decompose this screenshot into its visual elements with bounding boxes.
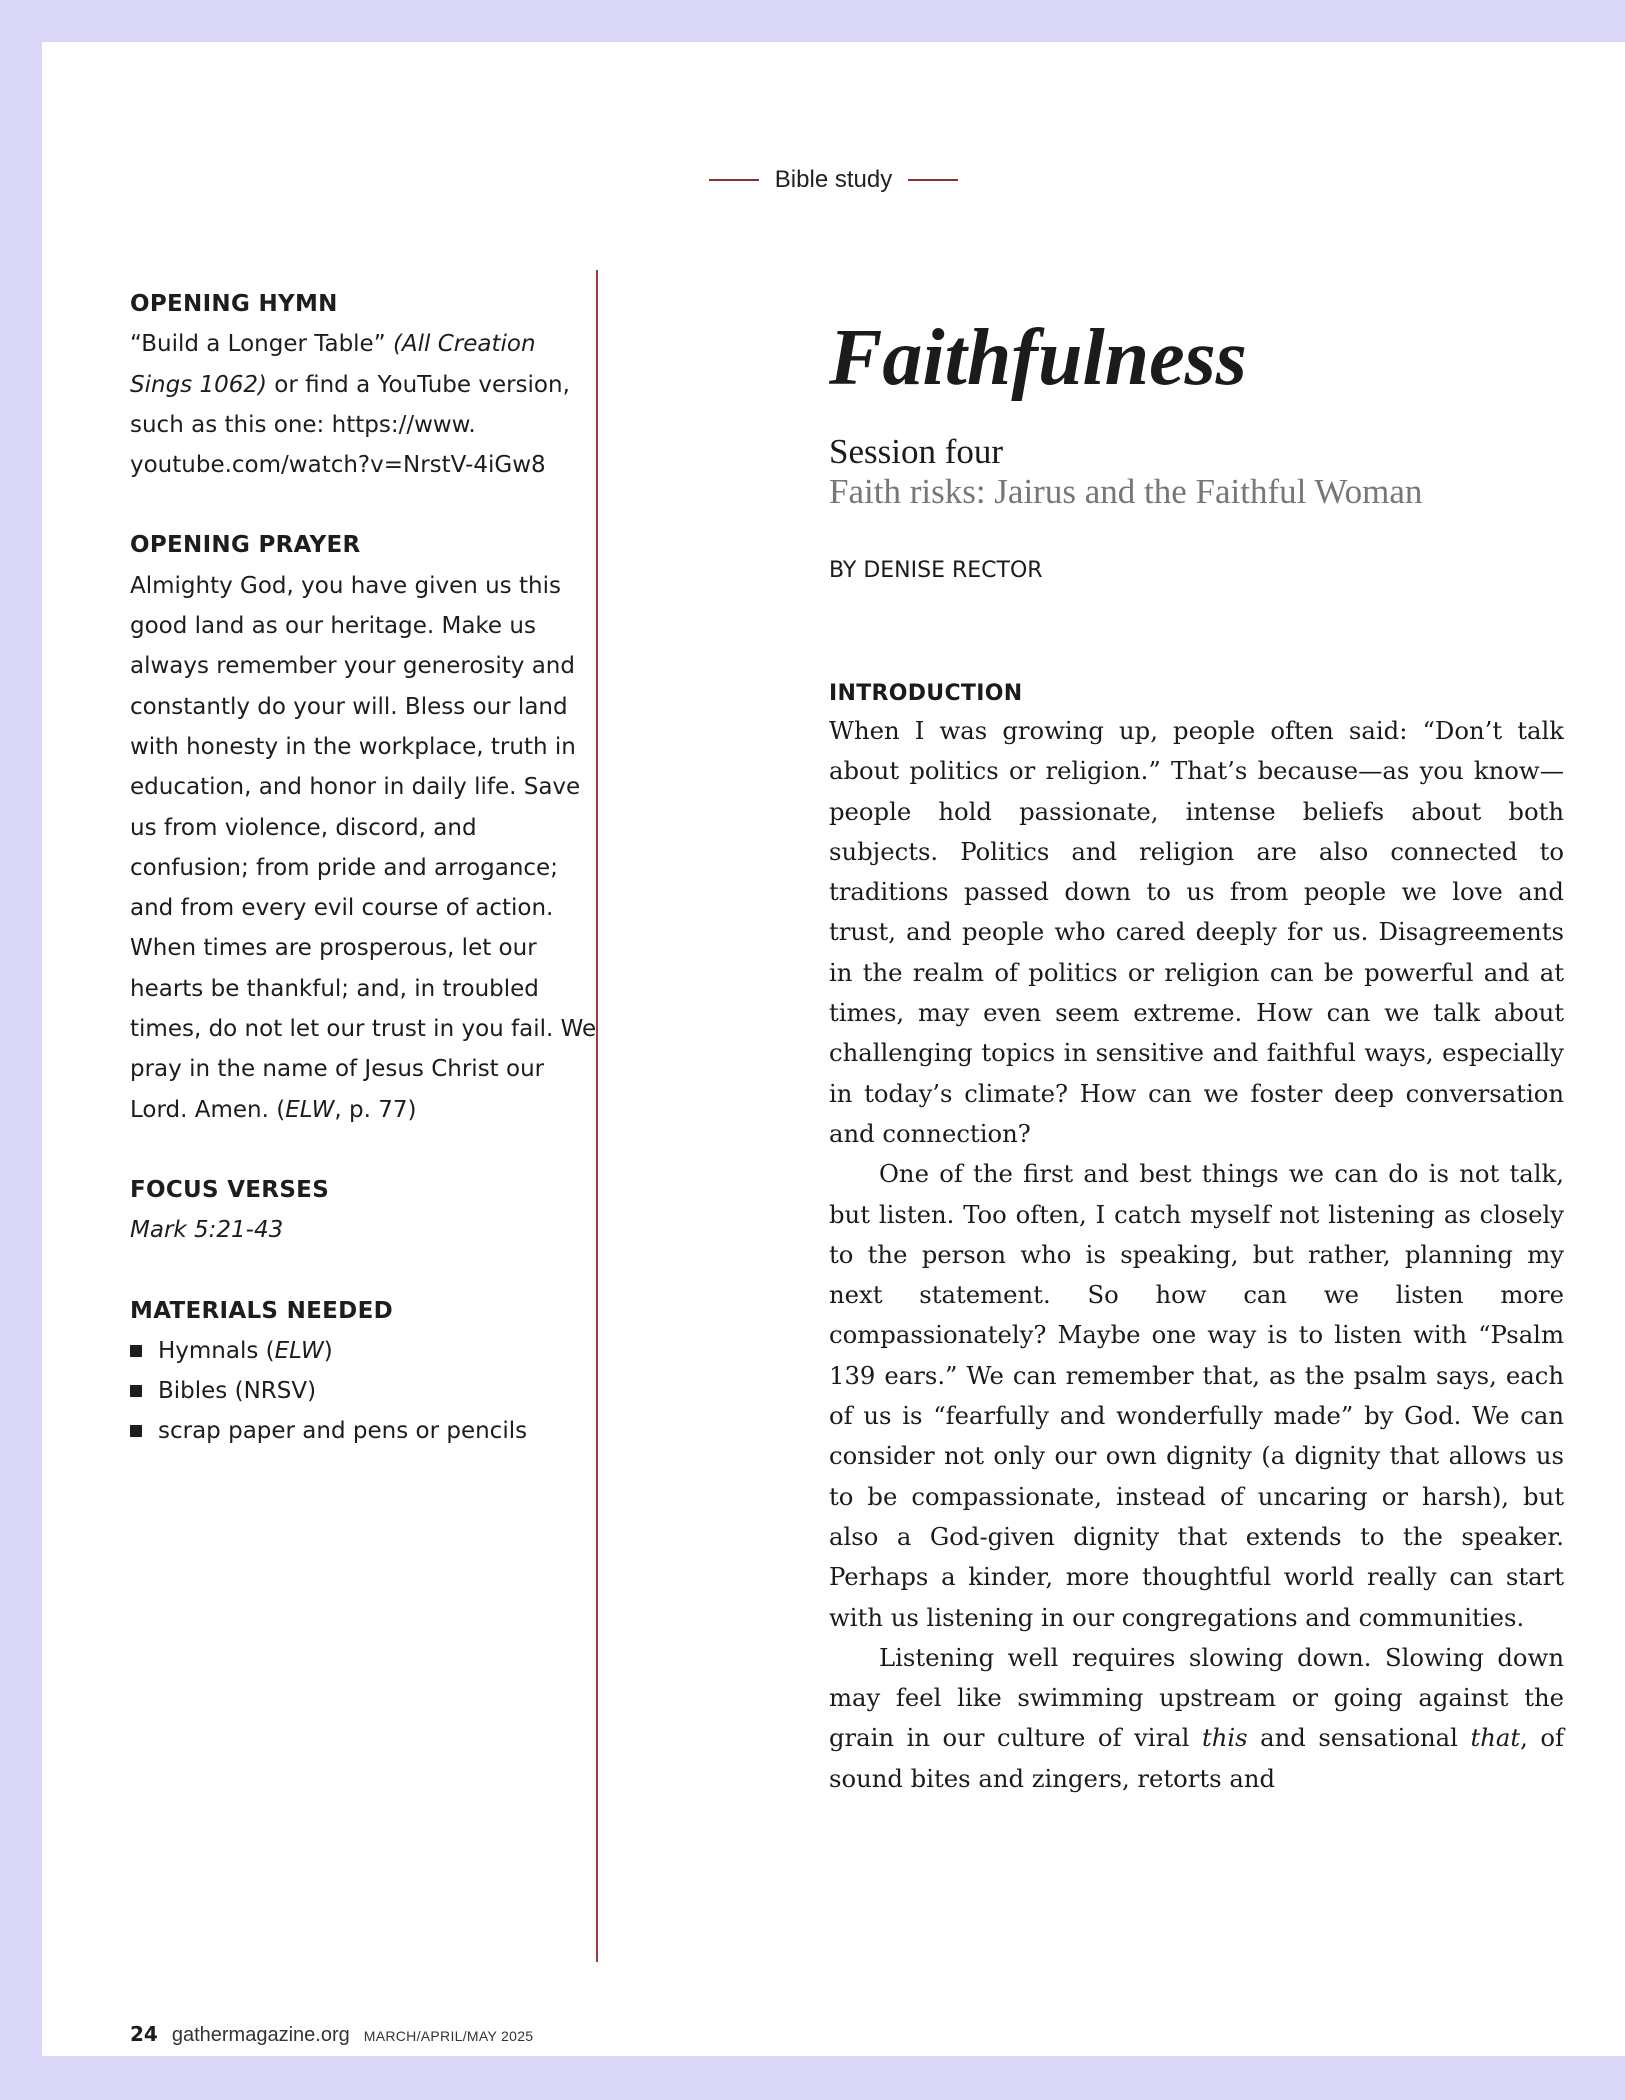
paragraph-text: , of sound bites and zingers, retorts and	[829, 1723, 1564, 1793]
article	[829, 312, 1564, 1799]
list-item: scrap paper and pens or pencils	[130, 1411, 600, 1451]
emphasis: this	[1201, 1723, 1248, 1753]
focus-verses-heading: FOCUS VERSES	[130, 1176, 330, 1203]
prayer-cite-source: ELW	[285, 1096, 335, 1123]
prayer-body: Almighty God, you have given us this good land as our heritage. Make us always remember your generosity and constantly do your will. Bless our land with honesty in the workplace, truth in education, and honor in daily life. Save us from violence, discord, and confusion; from pride and arrogance; and from every evil course of action. When times are prosperous, let our hearts be thankful; and, in troubled times, do not let our trust in you fail. We pray in the name of Jesus Christ our Lord. Amen. (	[130, 572, 597, 1123]
material-hymnals-close: )	[323, 1337, 333, 1364]
section-rule-left	[709, 179, 759, 181]
section-tag	[42, 166, 1625, 194]
materials-list	[130, 1331, 600, 1452]
opening-hymn-block	[130, 284, 600, 485]
paragraph: One of the first and best things we can do is not talk, but listen. Too often, I catch myself not listening as closely to the person who is speaking, but rather, planning my next statement. So how can we listen more compassionately? Maybe one way is to listen with “Psalm 139 ears.” We can remember that, as the psalm says, each of us is “fearfully and wonderfully made” by God. We can consider not only our own dignity (a dignity that allows us to be compassionate, instead of uncaring or harsh), but also a God-given dignity that extends to the speaker. Perhaps a kinder, more thoughtful world really can start with us listening in our congregations and communities.	[829, 1159, 1564, 1632]
column-divider	[596, 270, 598, 1962]
list-item: Bibles (NRSV)	[130, 1371, 600, 1411]
opening-prayer-block	[130, 525, 600, 1129]
section-label: Bible study	[774, 166, 893, 193]
opening-hymn-text	[130, 324, 600, 485]
paragraph-text: and sensational	[1247, 1723, 1471, 1753]
list-item	[130, 1331, 600, 1371]
page-footer	[130, 2022, 533, 2047]
magazine-page	[42, 42, 1625, 2056]
material-hymnals-source: ELW	[274, 1337, 324, 1364]
introduction-heading: INTRODUCTION	[829, 681, 1023, 706]
paragraph: When I was growing up, people often said: “Don’t talk about politics or religion.” That’s because—as you know—people hold passionate, intense beliefs about both subjects. Politics and religion are also connected to traditions passed down to us from people we love and trust, and people who cared deeply for us. Disagreements in the realm of politics or religion can be powerful and at times, may even seem extreme. How can we talk about challenging topics in sensitive and faithful ways, especially in today’s climate? How can we foster deep conversation and connection?	[829, 716, 1564, 1148]
issue-date: MARCH/APRIL/MAY 2025	[363, 2028, 534, 2044]
session-subtitle: Faith risks: Jairus and the Faithful Woman	[829, 472, 1423, 511]
focus-verses-block	[130, 1170, 600, 1251]
materials-heading: MATERIALS NEEDED	[130, 1297, 393, 1324]
article-body	[829, 711, 1564, 1799]
focus-verse-ref: Mark 5:21-43	[130, 1217, 284, 1244]
opening-prayer-text	[130, 566, 600, 1130]
materials-block	[130, 1291, 600, 1452]
article-title: Faithfulness	[829, 314, 1247, 402]
hymn-title: “Build a Longer Table”	[130, 331, 393, 358]
hymn-source: (All Creation Sings 1062)	[130, 331, 536, 398]
material-hymnals: Hymnals (	[158, 1337, 275, 1364]
hymn-link-text: or find a YouTube version, such as this one: https://www. youtube.com/watch?v=NrstV-4iGw8	[130, 371, 570, 479]
paragraph-text: Listening well requires slowing down. Slowing down may feel like swimming upstream or going against the grain in our culture of viral	[829, 1642, 1564, 1753]
paragraph	[829, 1638, 1564, 1799]
opening-prayer-heading: OPENING PRAYER	[130, 532, 361, 559]
opening-hymn-heading: OPENING HYMN	[130, 291, 338, 317]
prayer-cite-page: , p. 77)	[334, 1096, 417, 1123]
byline: BY DENISE RECTOR	[829, 558, 1043, 583]
emphasis: that	[1470, 1723, 1521, 1753]
section-rule-right	[908, 179, 958, 181]
sidebar	[130, 284, 600, 1492]
session-label: Session four	[829, 432, 1004, 471]
page-number: 24	[130, 2022, 158, 2046]
focus-verse	[130, 1210, 600, 1250]
website: gathermagazine.org	[171, 2024, 350, 2046]
